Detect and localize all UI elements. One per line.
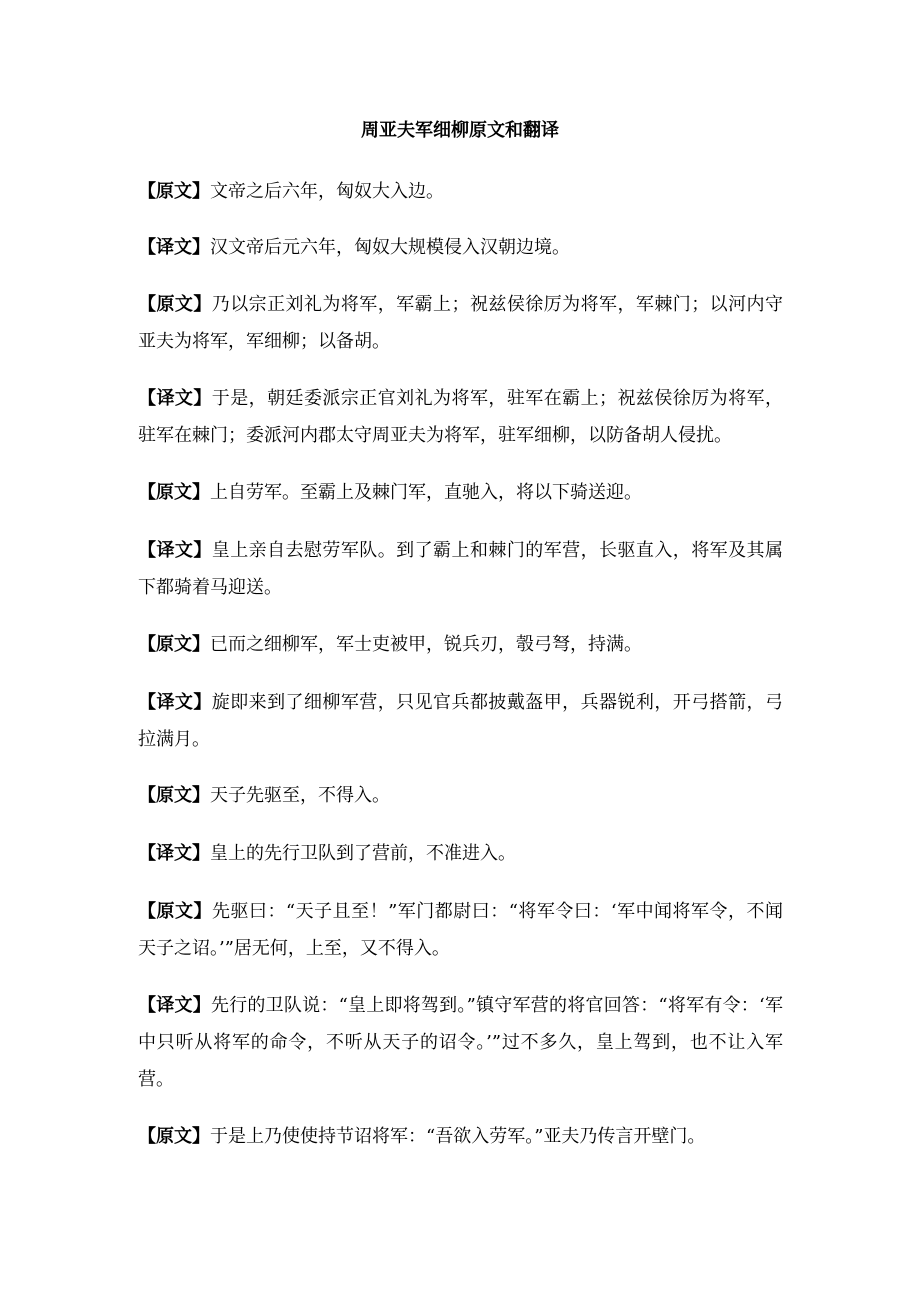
paragraph-original-3 [138,474,783,511]
paragraph-text: 已而之细柳军，军士吏被甲，锐兵刃，彀弓弩，持满。 [210,634,642,655]
paragraph-text: 文帝之后六年，匈奴大入边。 [210,181,444,202]
paragraph-tag: 【译文】 [138,388,212,409]
paragraph-original-2 [138,286,783,360]
paragraph-tag: 【原文】 [138,901,212,922]
document-title: 周亚夫军细柳原文和翻译 [361,120,559,141]
paragraph-original-4 [138,626,783,663]
paragraph-text: 于是上乃使使持节诏将军：“吾欲入劳军。”亚夫乃传言开壁门。 [210,1126,706,1147]
paragraph-tag: 【译文】 [138,237,210,258]
paragraph-original-1 [138,173,783,210]
paragraph-text: 汉文帝后元六年，匈奴大规模侵入汉朝边境。 [210,237,570,258]
paragraph-text: 皇上亲自去慰劳军队。到了霸上和棘门的军营，长驱直入，将军及其属下都骑着马迎送。 [138,540,783,598]
paragraph-tag: 【原文】 [138,634,210,655]
paragraph-text: 先驱曰：“天子且至！”军门都尉曰：“将军令曰：‘军中闻将军令，不闻天子之诏。’”居无何，上至，又不得入。 [138,901,784,959]
paragraph-text: 乃以宗正刘礼为将军，军霸上；祝兹侯徐厉为将军，军棘门；以河内守亚夫为将军，军细柳；以备胡。 [138,294,783,352]
paragraph-translation-3 [138,532,783,606]
paragraph-tag: 【译文】 [138,692,212,713]
paragraph-tag: 【译文】 [138,540,212,561]
paragraph-tag: 【原文】 [138,1126,210,1147]
paragraph-text: 旋即来到了细柳军营，只见官兵都披戴盔甲，兵器锐利，开弓搭箭，弓拉满月。 [138,692,783,750]
paragraph-translation-1 [138,229,783,266]
paragraph-translation-2 [138,380,783,454]
paragraph-text: 上自劳军。至霸上及棘门军，直驰入，将以下骑送迎。 [210,482,642,503]
paragraph-translation-6 [138,987,783,1098]
paragraph-tag: 【译文】 [138,843,210,864]
paragraph-original-6 [138,893,783,967]
paragraph-text: 天子先驱至，不得入。 [210,785,390,806]
paragraph-tag: 【原文】 [138,785,210,806]
paragraph-tag: 【原文】 [138,294,212,315]
paragraph-tag: 【原文】 [138,482,210,503]
paragraph-translation-4 [138,684,783,758]
paragraph-tag: 【原文】 [138,181,210,202]
paragraph-text: 皇上的先行卫队到了营前，不准进入。 [210,843,516,864]
paragraph-translation-5 [138,835,783,872]
paragraph-original-5 [138,777,783,814]
paragraph-text: 先行的卫队说：“皇上即将驾到。”镇守军营的将官回答：“将军有令：‘军中只听从将军的命令，不听从天子的诏令。’”过不多久，皇上驾到，也不让入军营。 [138,995,783,1090]
paragraph-original-7 [138,1118,783,1155]
paragraph-text: 于是，朝廷委派宗正官刘礼为将军，驻军在霸上；祝兹侯徐厉为将军，驻军在棘门；委派河内郡太守周亚夫为将军，驻军细柳，以防备胡人侵扰。 [138,388,783,446]
paragraph-tag: 【译文】 [138,995,211,1016]
